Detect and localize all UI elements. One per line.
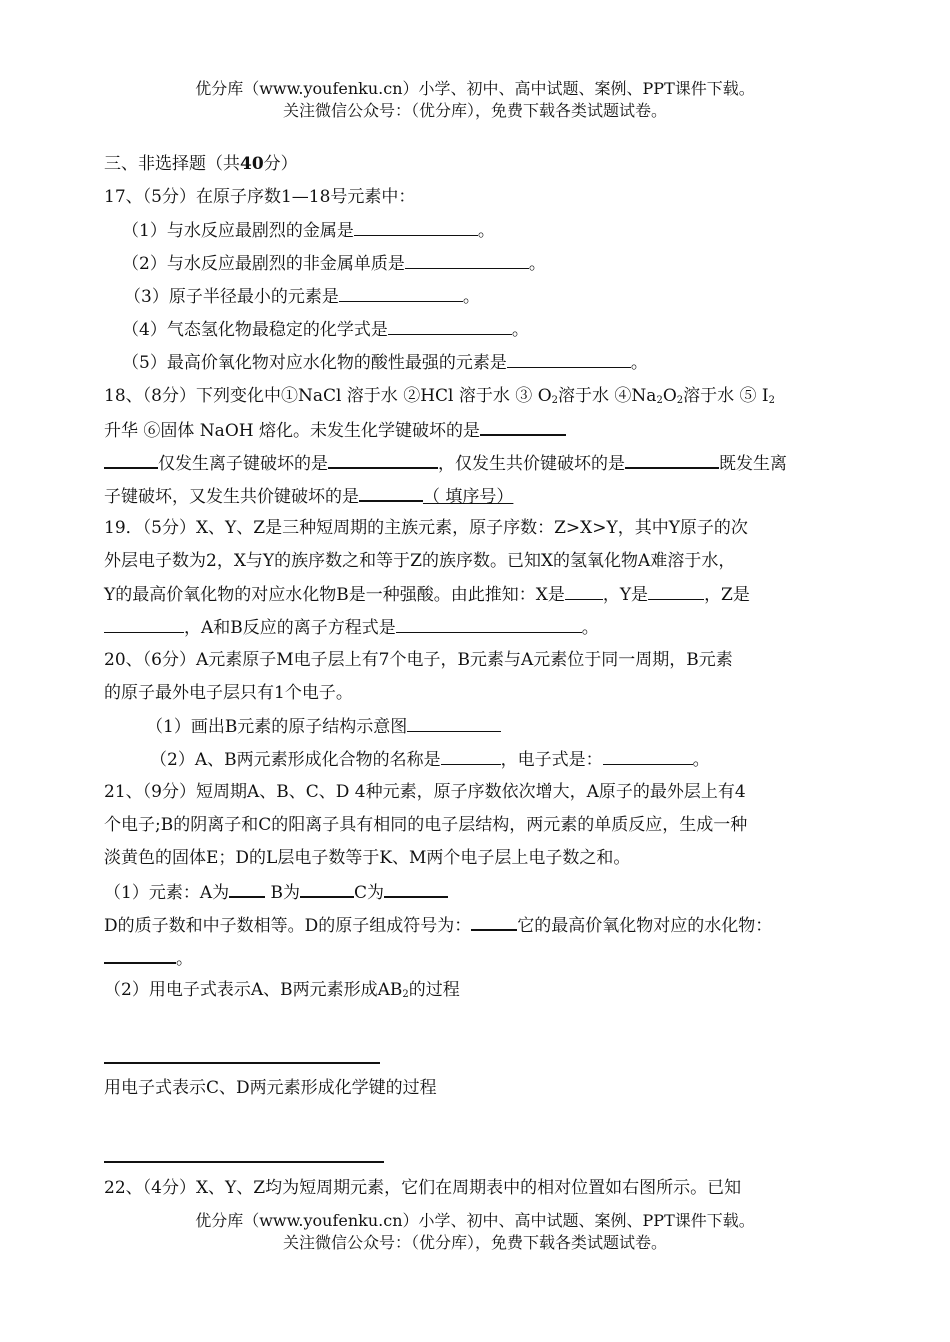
q21-line-7: （2）用电子式表示A、B两元素形成$AB_2$的过程 bbox=[104, 980, 460, 1000]
q17-stem: 17、（5分）在原子序数1—18号元素中： bbox=[104, 187, 416, 207]
q21-line-1: 21、（9分）短周期A、B、C、D 4种元素，原子序数依次增大，A原子的最外层上有4 bbox=[104, 782, 746, 802]
q20-line-1: 20、（6分）A元素原子M电子层上有7个电子，B元素与A元素位于同一周期，B元素 bbox=[104, 650, 733, 670]
q21-line-2: 个电子;B的阴离子和C的阳离子具有相同的电子层结构，两元素的单质反应，生成一种 bbox=[104, 815, 748, 835]
answer-line[interactable] bbox=[104, 1062, 380, 1064]
answer-blank[interactable] bbox=[384, 880, 448, 898]
footer-line-1: 优分库（www.youfenku.cn）小学、初中、高中试题、案例、PPT课件下载。 bbox=[195, 1211, 755, 1230]
q20-item-2: （2）A、B两元素形成化合物的名称是 ，电子式是： 。 bbox=[150, 750, 710, 770]
answer-blank[interactable] bbox=[328, 451, 438, 469]
q21-line-6: 。 bbox=[104, 946, 193, 970]
footer-line-2: 关注微信公众号：（优分库），免费下载各类试题试卷。 bbox=[282, 1233, 667, 1252]
answer-blank[interactable] bbox=[603, 748, 693, 765]
answer-blank[interactable] bbox=[339, 285, 463, 302]
q17-item-3: （3）原子半径最小的元素是 。 bbox=[124, 287, 480, 307]
answer-blank[interactable] bbox=[104, 451, 158, 469]
q17-item-2: （2）与水反应最剧烈的非金属单质是 。 bbox=[122, 254, 546, 274]
answer-blank[interactable] bbox=[625, 451, 719, 469]
answer-blank[interactable] bbox=[441, 748, 501, 765]
q18-line-2: 升华 ⑥固体 NaOH 熔化。未发生化学键破坏的是 bbox=[104, 418, 566, 442]
q20-line-2: 的原子最外电子层只有1个电子。 bbox=[104, 683, 353, 703]
answer-blank[interactable] bbox=[300, 880, 354, 898]
q17-item-5: （5）最高价氧化物对应水化物的酸性最强的元素是 。 bbox=[122, 353, 648, 373]
answer-blank[interactable] bbox=[648, 583, 704, 600]
q19-line-2: 外层电子数为2，X与Y的族序数之和等于Z的族序数。已知X的氢氧化物A难溶于水， bbox=[104, 551, 736, 571]
header-line-2: 关注微信公众号：（优分库），免费下载各类试题试卷。 bbox=[282, 101, 667, 120]
q18-line-3: 仅发生离子键破坏的是 ，仅发生共价键破坏的是 既发生离 bbox=[104, 451, 787, 475]
q19-line-3: Y的最高价氧化物的对应水化物B是一种强酸。由此推知：X是 ，Y是 ，Z是 bbox=[104, 585, 750, 605]
q21-line-5: D的质子数和中子数相等。D的原子组成符号为： 它的最高价氧化物对应的水化物： bbox=[104, 913, 772, 937]
answer-blank[interactable] bbox=[405, 252, 529, 269]
answer-blank[interactable] bbox=[354, 219, 478, 236]
q18-line-4: 子键破坏，又发生共价键破坏的是 （ 填序号） bbox=[104, 484, 513, 508]
answer-blank[interactable] bbox=[507, 351, 631, 368]
q18-line-1: 18、（8分）下列变化中①NaCl 溶于水 ②HCl 溶于水 ③ $O_2$溶于水 $④Na_2O_2$溶于水 ⑤ $I_2$ bbox=[104, 386, 776, 406]
q20-item-1: （1）画出B元素的原子结构示意图 bbox=[146, 715, 501, 738]
answer-blank[interactable] bbox=[407, 715, 501, 732]
answer-blank[interactable] bbox=[104, 616, 184, 633]
answer-blank[interactable] bbox=[480, 418, 566, 436]
q19-line-4: ，A和B反应的离子方程式是 。 bbox=[104, 616, 599, 639]
section-title: 三、非选择题（共40分） bbox=[104, 154, 298, 174]
q21-line-8: 用电子式表示C、D两元素形成化学键的过程 bbox=[104, 1078, 437, 1098]
q21-line-3: 淡黄色的固体E；D的L层电子数等于K、M两个电子层上电子数之和。 bbox=[104, 848, 631, 868]
q22-line-1: 22、（4分）X、Y、Z均为短周期元素，它们在周期表中的相对位置如右图所示。已知 bbox=[104, 1178, 742, 1198]
q21-line-4: （1）元素：A为 B为 C为 bbox=[104, 880, 448, 904]
q17-item-1: （1）与水反应最剧烈的金属是 。 bbox=[122, 221, 495, 241]
header-line-1: 优分库（www.youfenku.cn）小学、初中、高中试题、案例、PPT课件下载。 bbox=[195, 79, 755, 98]
answer-blank[interactable] bbox=[471, 913, 517, 931]
answer-blank[interactable] bbox=[396, 616, 582, 633]
answer-blank[interactable] bbox=[104, 946, 176, 964]
answer-blank[interactable] bbox=[229, 880, 265, 898]
answer-blank[interactable] bbox=[359, 484, 423, 502]
answer-blank[interactable] bbox=[388, 318, 512, 335]
answer-line[interactable] bbox=[104, 1161, 384, 1163]
q17-item-4: （4）气态氢化物最稳定的化学式是 。 bbox=[122, 320, 529, 340]
answer-blank[interactable] bbox=[565, 583, 603, 600]
q19-line-1: 19．（5分）X、Y、Z是三种短周期的主族元素，原子序数：Z>X>Y，其中Y原子的次 bbox=[104, 518, 748, 538]
